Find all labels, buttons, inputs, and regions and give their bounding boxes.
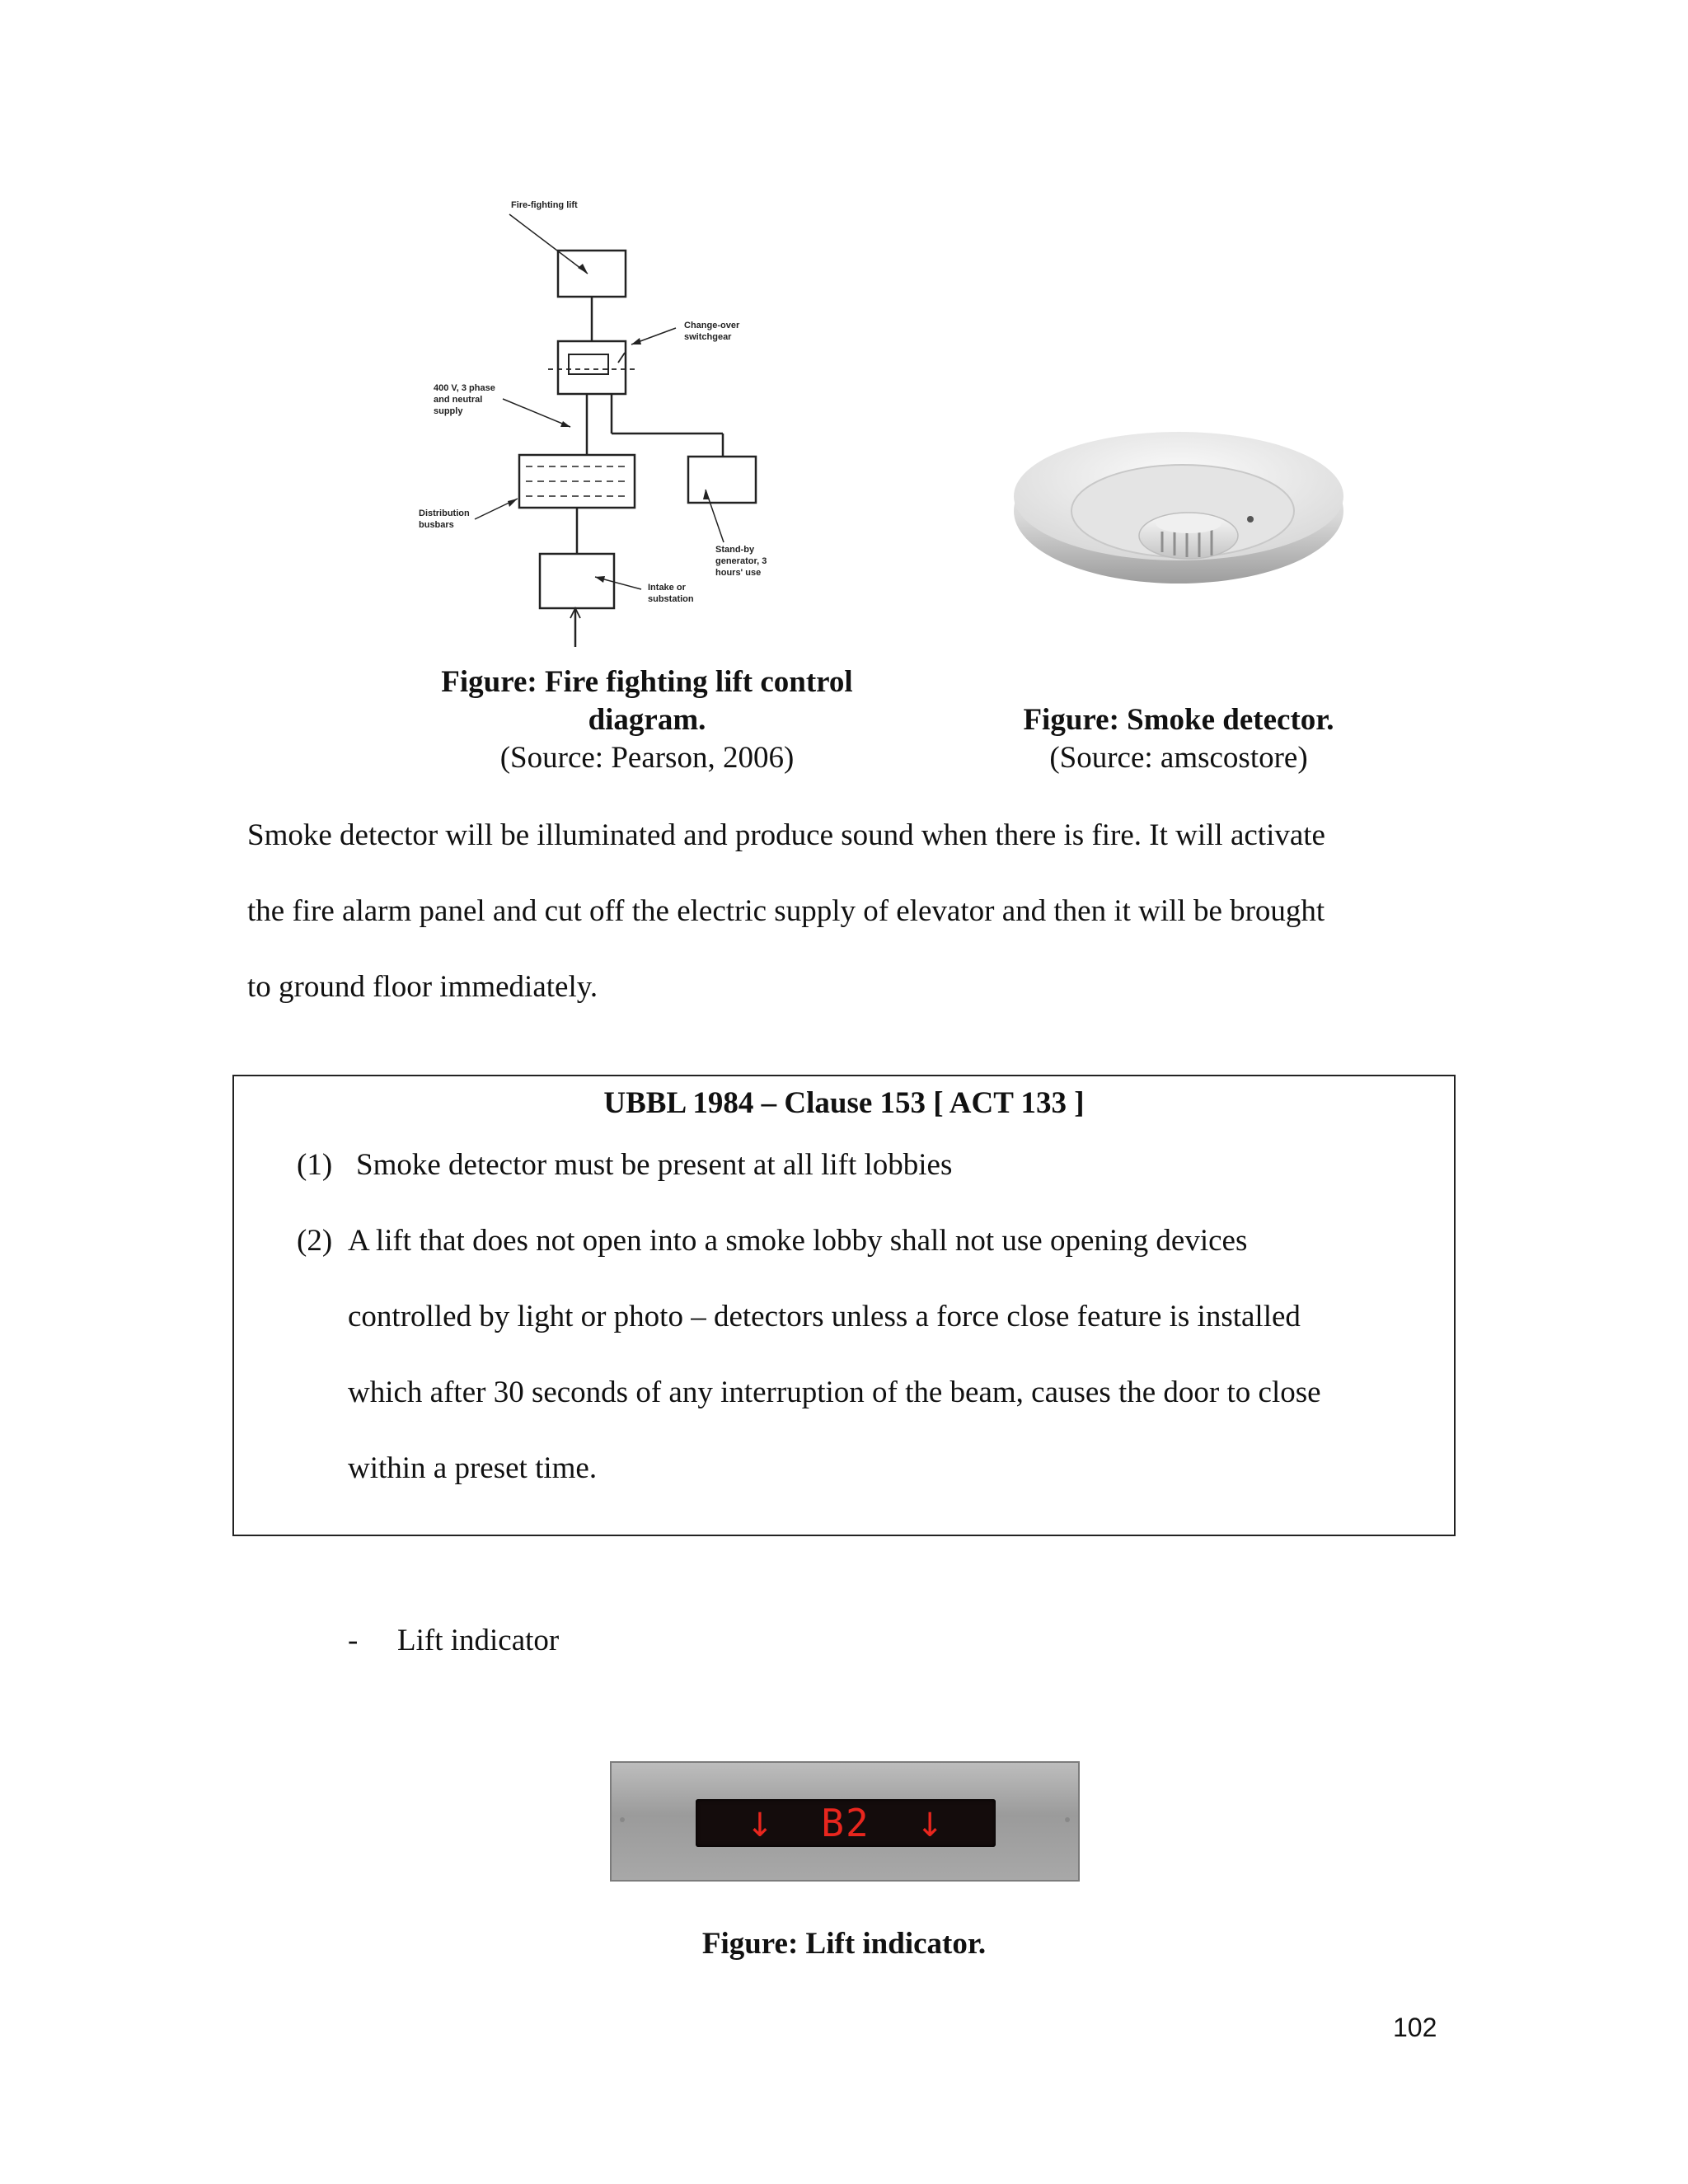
switch-contact [569, 354, 608, 374]
label-fire-fighting-lift: Fire-fighting lift [511, 200, 578, 210]
figure2-caption-line: Figure: Smoke detector. [1023, 703, 1334, 737]
lift-indicator-screw-right [1065, 1817, 1070, 1822]
lift-box [558, 251, 626, 297]
generator-box [688, 457, 756, 503]
fire-lift-diagram-svg [412, 198, 799, 655]
clause-item-2-cont [348, 1279, 1436, 1507]
arrow-down-left-icon: ↓ [746, 1807, 776, 1844]
fire-lift-diagram [412, 198, 799, 655]
bullet-dash: - [348, 1624, 359, 1657]
body-paragraph [247, 798, 1484, 1025]
figure2-caption [973, 701, 1385, 777]
page-number: 102 [1393, 2013, 1437, 2042]
label-busbars: Distribution busbars [419, 509, 470, 530]
bullet-lift-indicator [348, 1620, 1007, 1661]
clause-item-2-number: (2) [297, 1224, 333, 1258]
smoke-detector-svg [1006, 404, 1352, 593]
lift-indicator-screw-left [620, 1817, 625, 1822]
figure1-caption [396, 663, 898, 777]
paragraph-line1: Smoke detector will be illuminated and produce sound when there is fire. It will activate [247, 818, 1325, 852]
clause-item-2-line3: which after 30 seconds of any interruption of the beam, causes the door to close [348, 1376, 1321, 1409]
label-supply: 400 V, 3 phase and neutral supply [434, 383, 495, 416]
label-change-over: Change-over switchgear [684, 321, 740, 342]
figure1-caption-line2: diagram. [588, 703, 706, 737]
lift-indicator-image [610, 1761, 1080, 1882]
label-generator: Stand-by generator, 3 hours' use [715, 545, 767, 578]
arrow-down-right-icon: ↓ [916, 1807, 945, 1844]
paragraph-line2: the fire alarm panel and cut off the electric supply of elevator and then it will be brought [247, 894, 1325, 928]
clause-item-1-number: (1) [297, 1148, 333, 1182]
figure1-source: (Source: Pearson, 2006) [499, 741, 795, 775]
clause-box [232, 1075, 1456, 1536]
clause-item-1-text: Smoke detector must be present at all lift lobbies [356, 1148, 953, 1182]
floor-indicator: B2 [821, 1801, 870, 1845]
clause-item-2 [297, 1203, 1434, 1279]
clause-item-2-line4: within a preset time. [348, 1451, 598, 1485]
figure2-source: (Source: amscostore) [1049, 741, 1308, 775]
clause-item-2-line1: A lift that does not open into a smoke lobby shall not use opening devices [348, 1224, 1248, 1258]
bullet-text: Lift indicator [397, 1624, 560, 1657]
lift-display-screen [696, 1799, 996, 1847]
label-intake: Intake or substation [648, 583, 694, 604]
clause-item-2-line2: controlled by light or photo – detectors unless a force close feature is installed [348, 1300, 1301, 1333]
figure3-caption: Figure: Lift indicator. [701, 1927, 987, 1961]
clause-title: UBBL 1984 – Clause 153 [ ACT 133 ] [603, 1086, 1085, 1120]
figure1-caption-line1: Figure: Fire fighting lift control [441, 665, 853, 699]
clause-item-1 [297, 1127, 1434, 1203]
paragraph-line3: to ground floor immediately. [247, 970, 598, 1004]
smoke-detector-image [1006, 404, 1352, 593]
